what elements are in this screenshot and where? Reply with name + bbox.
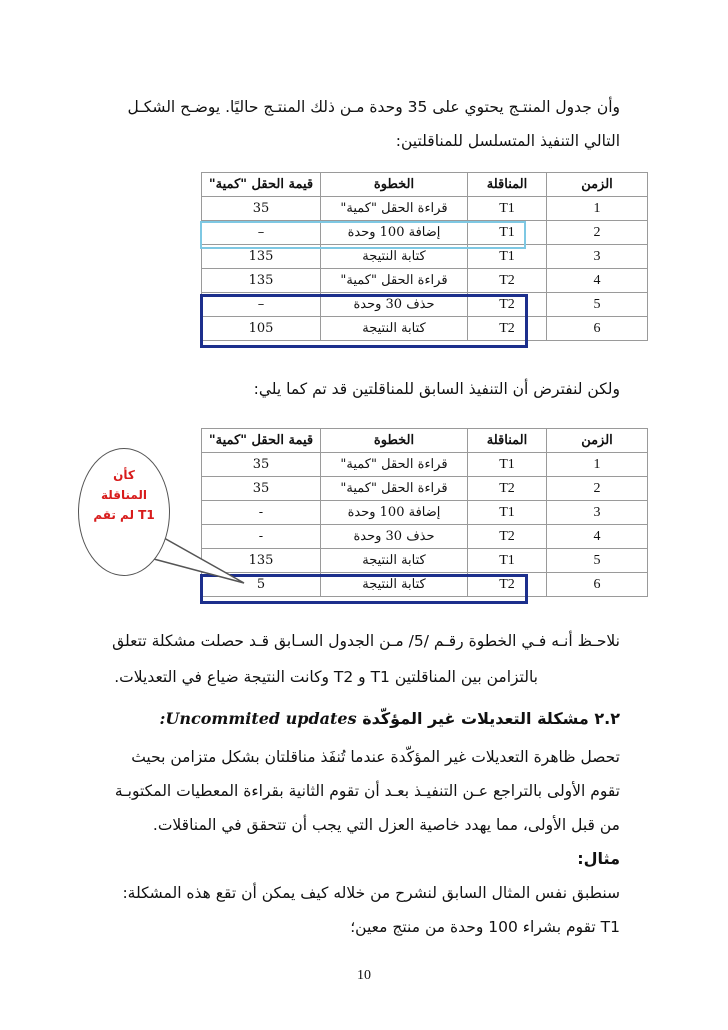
- section-number: ٢.٢: [594, 709, 620, 728]
- callout-line-2: المناقلة: [100, 488, 148, 502]
- header-step: الخطوة: [321, 429, 468, 453]
- cell-transaction: T2: [468, 293, 547, 317]
- cell-time: 5: [547, 549, 648, 573]
- table-row: [202, 477, 648, 501]
- cell-step: قراءة الحقل "كمية": [321, 477, 468, 501]
- cell-transaction: T1: [468, 453, 547, 477]
- cell-step: كتابة النتيجة: [321, 549, 468, 573]
- cell-time: 3: [547, 245, 648, 269]
- table-row: [202, 221, 648, 245]
- example-heading: مثال:: [577, 849, 620, 868]
- cell-value: -: [202, 525, 321, 549]
- cell-step: إضافة 100 وحدة: [321, 221, 468, 245]
- table-row: [202, 317, 648, 341]
- intro-line-1: وأن جدول المنتـج يحتوي على 35 وحدة مـن ذلك المنتـج حاليًا. يوضـح الشكـل: [127, 98, 620, 116]
- cell-time: 3: [547, 501, 648, 525]
- cell-time: 5: [547, 293, 648, 317]
- section-body-line-1: تحصل ظاهرة التعديلات غير المؤكّدة عندما تُنفَذ مناقلتان بشكل متزامن بحيث: [131, 748, 620, 766]
- cell-value: 35: [202, 477, 321, 501]
- cell-step: كتابة النتيجة: [321, 245, 468, 269]
- header-step: الخطوة: [321, 173, 468, 197]
- sequential-execution-table: [201, 172, 648, 341]
- header-time: الزمن: [547, 173, 648, 197]
- cell-time: 4: [547, 269, 648, 293]
- concurrent-execution-table: [201, 428, 648, 597]
- table-row: [202, 293, 648, 317]
- table-row: [202, 549, 648, 573]
- table-row: [202, 453, 648, 477]
- cell-transaction: T2: [468, 573, 547, 597]
- cell-value: 135: [202, 245, 321, 269]
- cell-transaction: T2: [468, 477, 547, 501]
- cell-transaction: T1: [468, 197, 547, 221]
- cell-time: 6: [547, 317, 648, 341]
- cell-step: قراءة الحقل "كمية": [321, 197, 468, 221]
- callout-line-1: كأن: [113, 468, 135, 482]
- observation-line-1: نلاحـظ أنـه فـي الخطوة رقـم /5/ مـن الجدول السـابق قـد حصلت مشكلة تتعلق: [112, 632, 620, 650]
- header-value: قيمة الحقل "كمية": [202, 429, 321, 453]
- cell-value: 5: [202, 573, 321, 597]
- observation-line-2: بالتزامن بين المناقلتين T1 و T2 وكانت النتيجة ضياع في التعديلات.: [114, 668, 538, 686]
- section-body-line-3: من قبل الأولى، مما يهدد خاصية العزل التي يجب أن تتحقق في المناقلات.: [152, 816, 620, 834]
- cell-step: إضافة 100 وحدة: [321, 501, 468, 525]
- cell-transaction: T1: [468, 549, 547, 573]
- cell-step: كتابة النتيجة: [321, 317, 468, 341]
- cell-step: قراءة الحقل "كمية": [321, 453, 468, 477]
- cell-step: حذف 30 وحدة: [321, 525, 468, 549]
- cell-time: 6: [547, 573, 648, 597]
- table-row: [202, 501, 648, 525]
- cell-time: 2: [547, 477, 648, 501]
- table-row: [202, 525, 648, 549]
- cell-time: 1: [547, 197, 648, 221]
- intro-line-2: التالي التنفيذ المتسلسل للمناقلتين:: [395, 132, 620, 150]
- cell-transaction: T2: [468, 525, 547, 549]
- cell-transaction: T2: [468, 269, 547, 293]
- table-row: [202, 269, 648, 293]
- cell-time: 1: [547, 453, 648, 477]
- section-english-title: Uncommited updates:: [159, 709, 357, 728]
- table-header-row: [202, 429, 648, 453]
- table-row: [202, 197, 648, 221]
- cell-time: 4: [547, 525, 648, 549]
- cell-transaction: T1: [468, 501, 547, 525]
- cell-transaction: T1: [468, 221, 547, 245]
- cell-transaction: T2: [468, 317, 547, 341]
- cell-value: 35: [202, 453, 321, 477]
- cell-value: –: [202, 221, 321, 245]
- callout-line-3: T1 لم تقم: [93, 508, 155, 522]
- cell-value: 35: [202, 197, 321, 221]
- callout-bubble: [78, 448, 170, 576]
- section-title: مشكلة التعديلات غير المؤكّدة: [362, 709, 589, 728]
- cell-step: قراءة الحقل "كمية": [321, 269, 468, 293]
- cell-value: 135: [202, 549, 321, 573]
- header-transaction: المناقلة: [468, 429, 547, 453]
- table-header-row: [202, 173, 648, 197]
- header-transaction: المناقلة: [468, 173, 547, 197]
- cell-value: 135: [202, 269, 321, 293]
- cell-value: –: [202, 293, 321, 317]
- page-number: 10: [357, 968, 371, 983]
- header-time: الزمن: [547, 429, 648, 453]
- section-body-line-2: تقوم الأولى بالتراجع عـن التنفيـذ بعـد أن تقوم الثانية بقراءة المعطيات المكتوبـة: [114, 782, 620, 800]
- table-row: [202, 573, 648, 597]
- cell-time: 2: [547, 221, 648, 245]
- cell-transaction: T1: [468, 245, 547, 269]
- cell-step: كتابة النتيجة: [321, 573, 468, 597]
- header-value: قيمة الحقل "كمية": [202, 173, 321, 197]
- cell-value: -: [202, 501, 321, 525]
- table-row: [202, 245, 648, 269]
- cell-value: 105: [202, 317, 321, 341]
- cell-step: حذف 30 وحدة: [321, 293, 468, 317]
- example-line-2: T1 تقوم بشراء 100 وحدة من منتج معين؛: [350, 918, 620, 936]
- example-line-1: سنطبق نفس المثال السابق لنشرح من خلاله كيف يمكن أن تقع هذه المشكلة:: [122, 884, 620, 902]
- section-heading: [150, 706, 620, 732]
- middle-line: ولكن لنفترض أن التنفيذ السابق للمناقلتين قد تم كما يلي:: [253, 380, 620, 398]
